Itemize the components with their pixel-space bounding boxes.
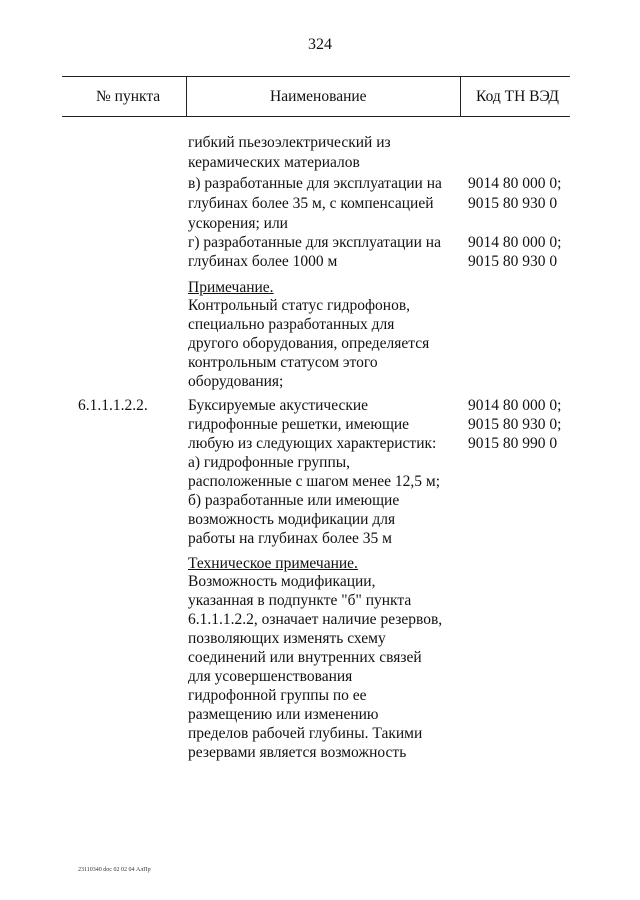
technical-note-line: позволяющих изменять схему: [188, 630, 386, 647]
header-item-number: № пункта: [96, 88, 161, 105]
name-line: гибкий пьезоэлектрический из: [188, 134, 391, 151]
table-header-top-rule: [62, 76, 570, 77]
table-header-bottom-rule: [62, 116, 570, 117]
name-line: глубинах более 1000 м: [188, 253, 338, 270]
hs-code: 9015 80 930 0: [468, 253, 558, 270]
name-line: глубинах более 35 м, с компенсацией: [188, 195, 434, 212]
technical-note-line: размещению или изменению: [188, 706, 379, 723]
name-line: в) разработанные для эксплуатации на: [188, 175, 442, 192]
name-line: гидрофонные решетки, имеющие: [188, 416, 410, 433]
technical-note-line: резервами является возможность: [188, 744, 407, 761]
technical-note-line: 6.1.1.1.2.2, означает наличие резервов,: [188, 611, 443, 628]
name-line: работы на глубинах более 35 м: [188, 530, 392, 547]
name-line: ускорения; или: [188, 215, 288, 232]
note-line: Контрольный статус гидрофонов,: [188, 297, 411, 314]
name-line: любую из следующих характеристик:: [188, 435, 437, 452]
technical-note-line: соединений или внутренних связей: [188, 649, 422, 666]
note-line: контрольным статусом этого: [188, 354, 378, 371]
name-line: расположенные с шагом менее 12,5 м;: [188, 473, 441, 490]
hs-code: 9015 80 990 0: [468, 435, 558, 452]
note-line: другого оборудования, определяется: [188, 335, 430, 352]
name-line: возможность модификации для: [188, 511, 396, 528]
header-divider-1: [186, 76, 187, 116]
hs-code: 9014 80 000 0;: [468, 175, 562, 192]
name-line: а) гидрофонные группы,: [188, 454, 351, 471]
note-line: оборудования;: [188, 373, 284, 390]
technical-note-heading: Техническое примечание.: [188, 555, 358, 572]
header-name: Наименование: [270, 88, 367, 105]
technical-note-line: указанная в подпункте "б" пункта: [188, 592, 412, 609]
hs-code: 9014 80 000 0;: [468, 234, 562, 251]
name-line: Буксируемые акустические: [188, 397, 369, 414]
hs-code: 9015 80 930 0: [468, 195, 558, 212]
header-divider-2: [460, 76, 461, 116]
note-line: специально разработанных для: [188, 316, 395, 333]
document-footer-id: 23110340 doc 02 02 04 АлПр: [78, 867, 151, 873]
hs-code: 9015 80 930 0;: [468, 416, 562, 433]
technical-note-line: пределов рабочей глубины. Такими: [188, 725, 423, 742]
hs-code: 9014 80 000 0;: [468, 397, 562, 414]
name-line: б) разработанные или имеющие: [188, 492, 400, 509]
item-number: 6.1.1.1.2.2.: [78, 397, 148, 414]
name-line: керамических материалов: [188, 154, 360, 171]
technical-note-line: Возможность модификации,: [188, 573, 376, 590]
technical-note-line: для усовершенствования: [188, 668, 353, 685]
name-line: г) разработанные для эксплуатации на: [188, 234, 441, 251]
page-number: 324: [308, 36, 332, 53]
header-code: Код ТН ВЭД: [476, 88, 560, 105]
technical-note-line: гидрофонной группы по ее: [188, 687, 367, 704]
note-heading: Примечание.: [188, 279, 274, 296]
